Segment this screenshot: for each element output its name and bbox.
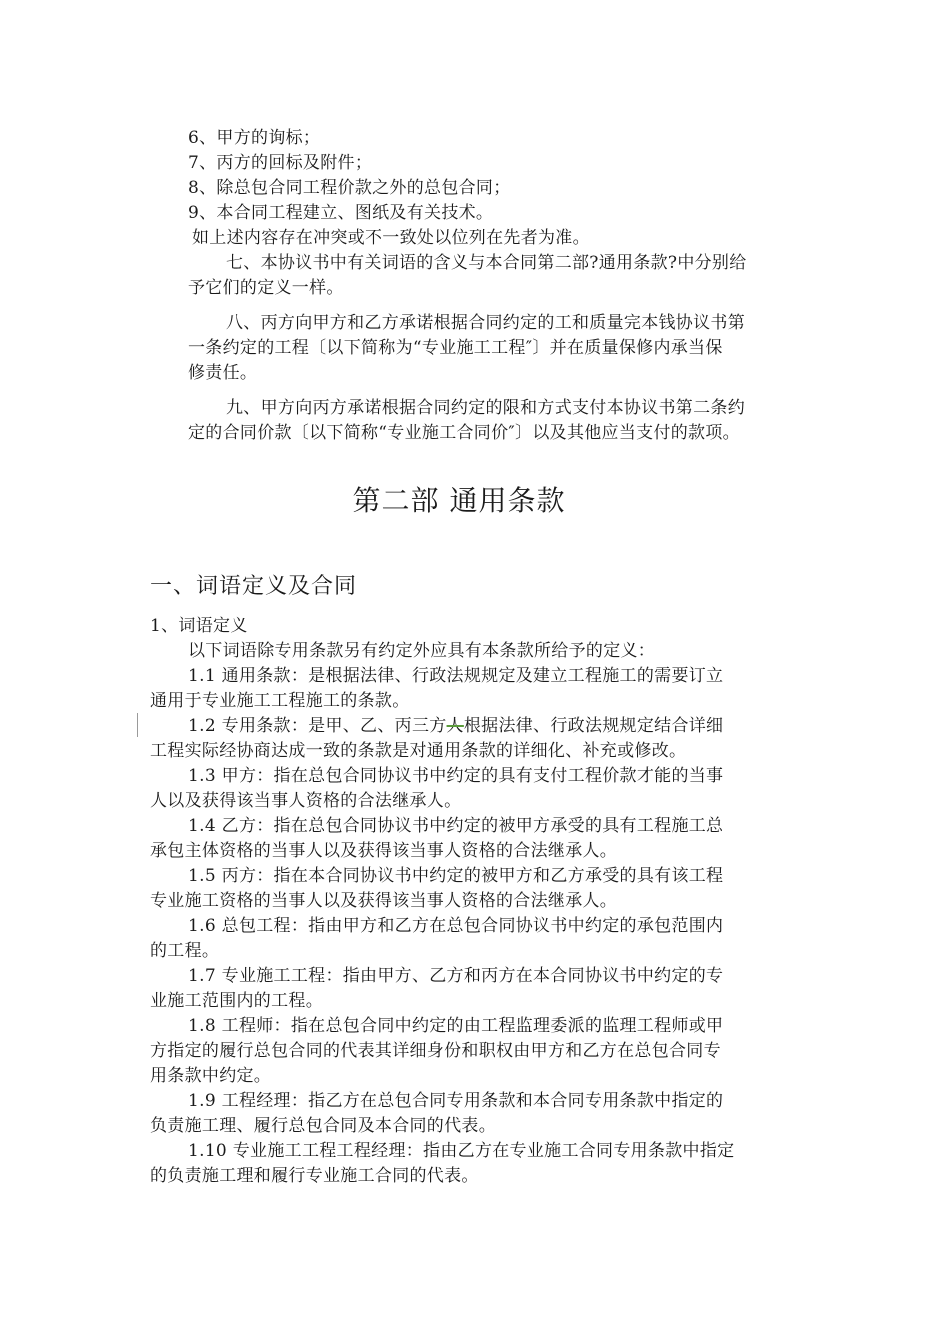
- clause-1-6-line2: 的工程。: [150, 941, 220, 961]
- clause-1-7-line2: 业施工范围内的工程。: [150, 991, 323, 1011]
- clause-1-9-line1: 1.9 工程经理：指乙方在总包合同专用条款和本合同专用条款中指定的: [188, 1091, 724, 1111]
- list-item-7: 7、丙方的回标及附件；: [188, 153, 373, 173]
- definitions-intro: 以下词语除专用条款另有约定外应具有本条款所给予的定义：: [188, 641, 656, 661]
- clause-1-2-part-b: 根据法律、行政法规规定结合详细: [463, 716, 724, 736]
- clause-1-8-line3: 用条款中约定。: [150, 1066, 272, 1086]
- clause-1-4-line2: 承包主体资格的当事人以及获得该当事人资格的合法继承人。: [150, 841, 618, 861]
- clause-1-2-part-a: 1.2 专用条款：是甲、乙、丙三方: [188, 716, 447, 736]
- clause-nine-line2: 定的合同价款〔以下简称“专业施工合同价″〕以及其他应当支付的款项。: [188, 423, 740, 443]
- clause-1-2-line2: 工程实际经协商达成一致的条款是对通用条款的详细化、补充或修改。: [150, 741, 687, 761]
- clause-1-7-line1: 1.7 专业施工工程：指由甲方、乙方和丙方在本合同协议书中约定的专: [188, 966, 724, 986]
- clause-seven-line2: 予它们的定义一样。: [188, 278, 344, 298]
- clause-1-3-line2: 人以及获得该当事人资格的合法继承人。: [150, 791, 462, 811]
- clause-nine-line1: 九、甲方向丙方承诺根据合同约定的限和方式支付本协议书第二条约: [226, 398, 745, 418]
- struck-character: 人: [446, 716, 464, 736]
- clause-1-5-line1: 1.5 丙方：指在本合同协议书中约定的被甲方和乙方承受的具有该工程: [188, 866, 724, 886]
- clause-1-1-line2: 通用于专业施工工程施工的条款。: [150, 691, 410, 711]
- clause-1-6-line1: 1.6 总包工程：指由甲方和乙方在总包合同协议书中约定的承包范围内: [188, 916, 724, 936]
- part-two-title: 第二部 通用条款: [352, 484, 566, 517]
- clause-1-8-line1: 1.8 工程师：指在总包合同中约定的由工程监理委派的监理工程师或甲: [188, 1016, 724, 1036]
- clause-1-8-line2: 方指定的履行总包合同的代表其详细身份和职权由甲方和乙方在总包合同专: [150, 1041, 721, 1061]
- clause-1-3-line1: 1.3 甲方：指在总包合同协议书中约定的具有支付工程价款才能的当事: [188, 766, 724, 786]
- section-one-title: 一、词语定义及合同: [150, 574, 358, 599]
- clause-1-5-line2: 专业施工资格的当事人以及获得该当事人资格的合法继承人。: [150, 891, 618, 911]
- subsection-title: 1、词语定义: [150, 616, 248, 636]
- clause-eight-line3: 修责任。: [188, 363, 258, 383]
- list-item-9: 9、本合同工程建立、图纸及有关技术。: [188, 203, 494, 223]
- list-item-6: 6、甲方的询标；: [188, 128, 321, 148]
- clause-seven-line1: 七、本协议书中有关词语的含义与本合同第二部?通用条款?中分别给: [226, 253, 747, 273]
- margin-revision-mark: [137, 713, 138, 737]
- clause-1-2-line1: [188, 715, 723, 737]
- clause-1-10-line1: 1.10 专业施工工程工程经理：指由乙方在专业施工合同专用条款中指定: [188, 1141, 735, 1161]
- precedence-note: 如上述内容存在冲突或不一致处以位列在先者为准。: [192, 228, 590, 248]
- clause-1-1-line1: 1.1 通用条款：是根据法律、行政法规规定及建立工程施工的需要订立: [188, 666, 724, 686]
- clause-eight-line1: 八、丙方向甲方和乙方承诺根据合同约定的工和质量完本钱协议书第: [226, 313, 745, 333]
- clause-1-4-line1: 1.4 乙方：指在总包合同协议书中约定的被甲方承受的具有工程施工总: [188, 816, 724, 836]
- clause-eight-line2: 一条约定的工程〔以下简称为“专业施工工程″〕并在质量保修内承当保: [188, 338, 723, 358]
- list-item-8: 8、除总包合同工程价款之外的总包合同；: [188, 178, 511, 198]
- clause-1-9-line2: 负责施工理、履行总包合同及本合同的代表。: [150, 1116, 496, 1136]
- clause-1-10-line2: 的负责施工理和履行专业施工合同的代表。: [150, 1166, 479, 1186]
